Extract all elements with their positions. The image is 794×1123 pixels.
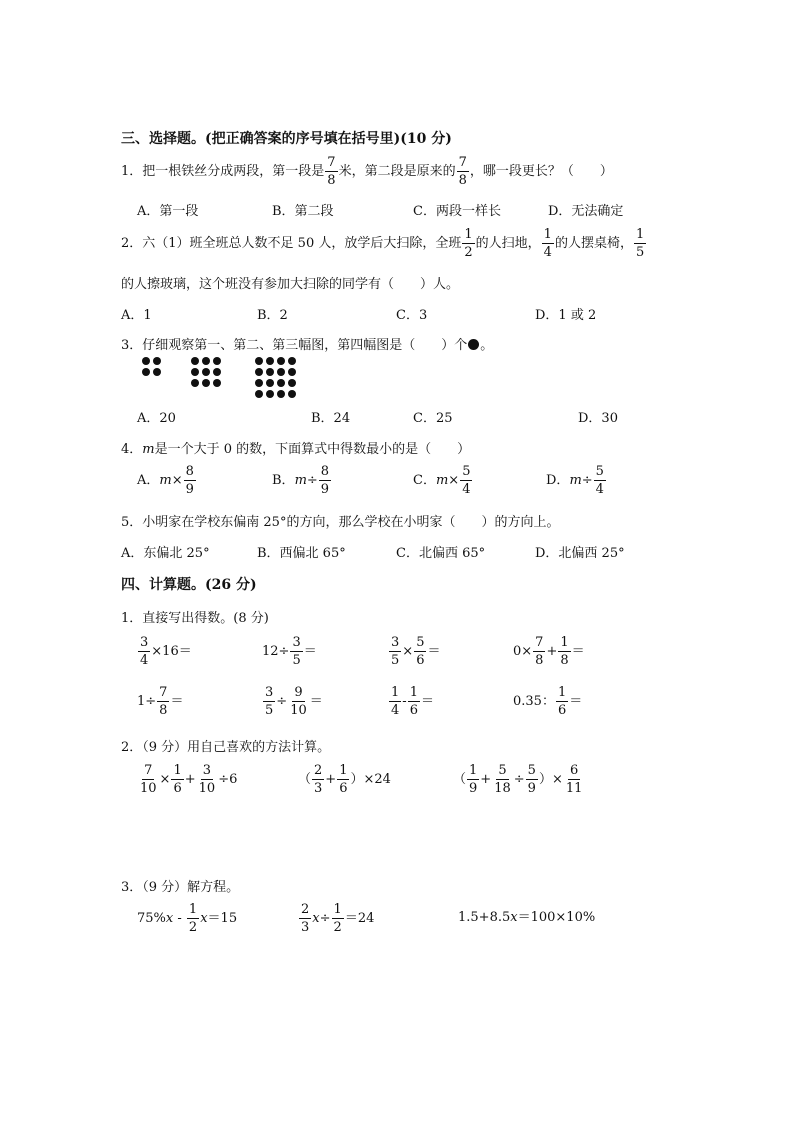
calc-expression-5: 1÷ $\frac{7}{8}$ ＝ <box>137 685 184 718</box>
q3-option-a[interactable]: A．20 <box>137 411 176 426</box>
q5-option-b[interactable]: B．西偏北 65° <box>257 546 346 561</box>
q2-option-d[interactable]: D．1 或 2 <box>535 308 597 323</box>
calc-expression-3: $\frac{3}{5}$ × $\frac{5}{6}$ ＝ <box>391 635 441 668</box>
calc-expression-1: $\frac{3}{4}$ ×16＝ <box>140 635 192 668</box>
equation-a: 75%x - $\frac{1}{2}$ x＝15 <box>137 902 238 935</box>
q5-option-c[interactable]: C．北偏西 65° <box>396 546 486 561</box>
equation-b: $\frac{2}{3}$ x÷ $\frac{1}{2}$ ＝24 <box>301 902 375 935</box>
q3-option-b[interactable]: B．24 <box>311 411 351 426</box>
fraction: $\frac{7}{8}$ <box>458 155 467 188</box>
calc-expression-4: 0× $\frac{7}{8}$ + $\frac{1}{8}$ ＝ <box>513 635 585 668</box>
equation-c: 1.5+8.5x＝100×10% <box>458 910 596 925</box>
calc-expression-2: 12÷ $\frac{3}{5}$ ＝ <box>262 635 317 668</box>
fraction: $\frac{7}{8}$ <box>327 155 336 188</box>
dot-figure-2 <box>191 357 221 387</box>
q4-stem: 4．m是一个大于 0 的数，下面算式中得数最小的是（ ） <box>121 442 471 457</box>
q2-option-c[interactable]: C．3 <box>396 308 428 323</box>
q5-stem: 5．小明家在学校东偏南 25°的方向，那么学校在小明家（ ）的方向上。 <box>121 515 560 530</box>
calc-problem-c: （ $\frac{1}{9}$ + $\frac{5}{18}$ ÷ $\frac{5}{9}$ ）× $\frac{6}{11}$ <box>453 763 583 796</box>
calc-expression-7: $\frac{1}{4}$ - $\frac{1}{6}$ ＝ <box>391 685 434 718</box>
section3-title: 三、选择题。(把正确答案的序号填在括号里)(10 分) <box>121 131 452 147</box>
fraction: $\frac{1}{5}$ <box>635 227 645 260</box>
black-dot-icon <box>468 339 479 350</box>
dot-figure-1 <box>142 357 161 376</box>
q5-option-d[interactable]: D．北偏西 25° <box>535 546 625 561</box>
q3-stem: 3．仔细观察第一、第二、第三幅图，第四幅图是（ ）个 。 <box>121 338 494 353</box>
dot-figure-3 <box>255 357 296 398</box>
fraction: $\frac{8}{9}$ <box>320 464 330 497</box>
calc-problem-b: （ $\frac{2}{3}$ + $\frac{1}{6}$ ）×24 <box>298 763 391 796</box>
q1-option-a[interactable]: A．第一段 <box>137 204 199 219</box>
q1-option-c[interactable]: C．两段一样长 <box>413 204 501 219</box>
calc-problem-a: $\frac{7}{10}$ × $\frac{1}{6}$ + $\frac{3}{10}$ ÷6 <box>140 763 238 796</box>
section4-title: 四、计算题。(26 分) <box>121 577 257 593</box>
q2-stem: 2．六（1）班全班总人数不足 50 人，放学后大扫除，全班 $\frac{1}{2}$ 的人扫地， $\frac{1}{4}$ 的人摆桌椅， $\frac{1}{5}$ <box>121 227 645 260</box>
calc-expression-8: 0.35： $\frac{1}{6}$ ＝ <box>513 685 583 718</box>
fraction: $\frac{5}{4}$ <box>595 464 604 497</box>
q1-option-d[interactable]: D．无法确定 <box>548 204 624 219</box>
q1-stem: 1．把一根铁丝分成两段，第一段是 $\frac{7}{8}$ 米，第二段是原来的 $\frac{7}{8}$ ，哪一段更长？（ ） <box>121 155 613 188</box>
s4-q3-title: 3．（9 分）解方程。 <box>121 880 240 895</box>
q4-option-c[interactable]: C．m× $\frac{5}{4}$ <box>413 464 471 497</box>
q4-option-b[interactable]: B．m÷ $\frac{8}{9}$ <box>272 464 330 497</box>
s4-q1-title: 1．直接写出得数。(8 分) <box>121 611 269 626</box>
q5-option-a[interactable]: A．东偏北 25° <box>121 546 210 561</box>
q2-option-a[interactable]: A．1 <box>121 308 152 323</box>
q2-option-b[interactable]: B．2 <box>257 308 288 323</box>
s4-q2-title: 2．（9 分）用自己喜欢的方法计算。 <box>121 740 331 755</box>
q3-option-c[interactable]: C．25 <box>413 411 453 426</box>
q3-option-d[interactable]: D．30 <box>578 411 618 426</box>
fraction: $\frac{5}{4}$ <box>462 464 471 497</box>
q4-option-a[interactable]: A．m× $\frac{8}{9}$ <box>137 464 194 497</box>
fraction: $\frac{1}{2}$ <box>464 227 473 260</box>
fraction: $\frac{8}{9}$ <box>185 464 194 497</box>
q4-option-d[interactable]: D．m÷ $\frac{5}{4}$ <box>546 464 604 497</box>
calc-expression-6: $\frac{3}{5}$ ÷ $\frac{9}{10}$ ＝ <box>265 685 323 718</box>
q1-option-b[interactable]: B．第二段 <box>272 204 334 219</box>
q2-stem-line2: 的人擦玻璃，这个班没有参加大扫除的同学有（ ）人。 <box>121 277 460 292</box>
fraction: $\frac{1}{4}$ <box>543 227 552 260</box>
